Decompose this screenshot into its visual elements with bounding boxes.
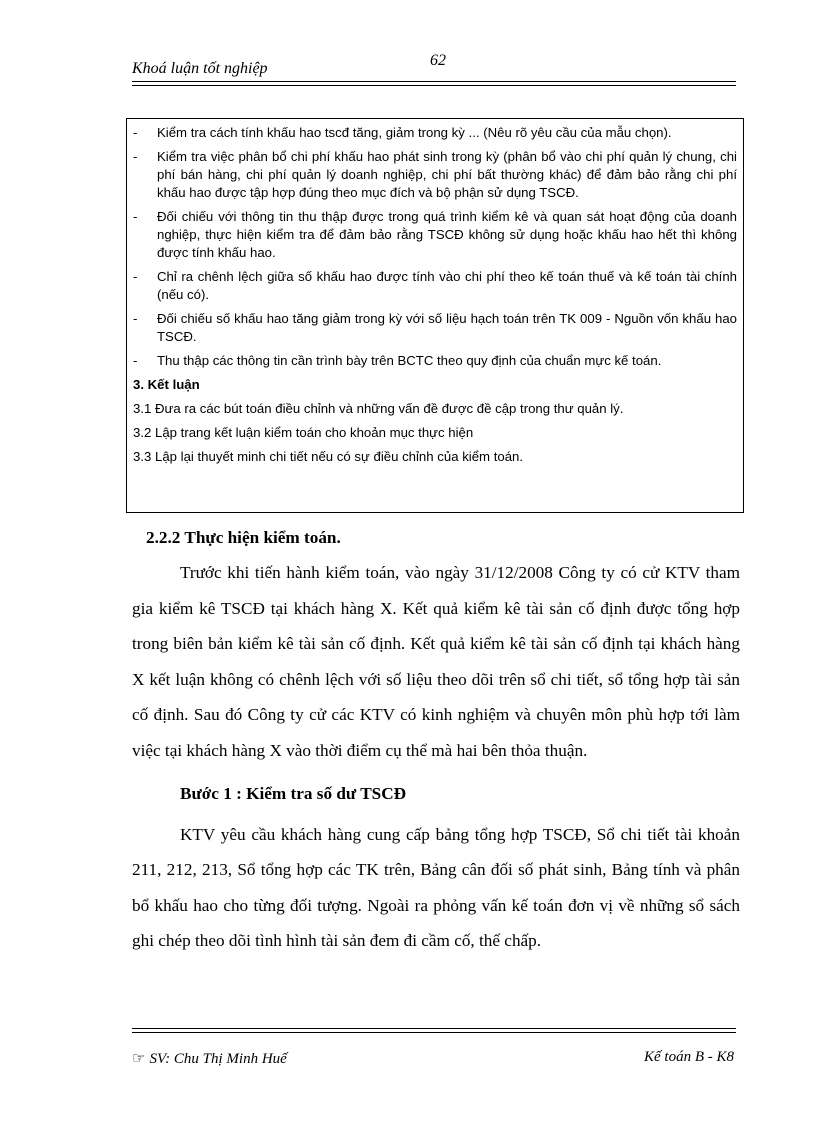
paragraph: Trước khi tiến hành kiểm toán, vào ngày 31/12/2008 Công ty có cử KTV tham gia kiểm kê TSCĐ tại khách hàng X. Kết quả kiểm kê tài sản cố định được tổng hợp trong biên bản kiểm kê tài sản cố định. Kết quả kiểm kê tài sản cố định tại khách hàng X kết luận không có chênh lệch với số liệu theo dõi trên sổ chi tiết, sổ tổng hợp tài sản cố định. Sau đó Công ty cử các KTV có kinh nghiệm và chuyên môn phù hợp tới làm việc tại khách hàng X vào thời điểm cụ thể mà hai bên thỏa thuận. [132,563,740,760]
list-item-text: Chỉ ra chênh lệch giữa số khấu hao được tính vào chi phí theo kế toán thuế và kế toán tài chính (nếu có). [157,269,737,302]
dash-bullet: - [133,353,138,368]
header-rule [132,81,736,82]
thesis-title: Khoá luận tốt nghiệp [132,60,268,77]
list-item-text: Kiểm tra việc phân bổ chi phí khấu hao phát sinh trong kỳ (phân bổ vào chi phí quản lý chung, chi phí bán hàng, chi phí quản lý doanh nghiệp, chi phí bất thường khác) để đảm bảo rằng chi phí khấu hao được tập hợp đúng theo mục đích và bộ phận sử dụng TSCĐ. [157,149,737,200]
step-heading: Bước 1 : Kiểm tra số dư TSCĐ [180,783,407,803]
dash-bullet: - [133,311,138,326]
student-name [132,1049,287,1068]
list-item-text: Kiểm tra cách tính khấu hao tscđ tăng, giảm trong kỳ ... (Nêu rõ yêu cầu của mẫu chọn). [157,125,672,140]
list-item [133,148,737,202]
list-item [133,124,737,142]
footer-rule-thin [132,1032,736,1033]
dash-bullet: - [133,269,138,284]
procedure-list [133,124,737,472]
conclusion-heading: 3. Kết luận [133,377,200,392]
pointing-hand-icon: ☞ [132,1051,146,1067]
conclusion-item: 3.2 Lập trang kết luận kiểm toán cho khoản mục thực hiện [133,425,474,440]
conclusion-item: 3.1 Đưa ra các bút toán điều chỉnh và những vấn đề được đề cập trong thư quản lý. [133,401,624,416]
section-heading: 2.2.2 Thực hiện kiểm toán. [146,528,341,547]
procedure-box [126,118,744,513]
conclusion-item: 3.3 Lập lại thuyết minh chi tiết nếu có sự điều chỉnh của kiểm toán. [133,449,524,464]
dash-bullet: - [133,125,138,140]
list-item-text: Đối chiếu số khấu hao tăng giảm trong kỳ với số liệu hạch toán trên TK 009 - Nguồn vốn khấu hao TSCĐ. [157,311,737,344]
list-item [133,268,737,304]
paragraph: KTV yêu cầu khách hàng cung cấp bảng tổng hợp TSCĐ, Sổ chi tiết tài khoản 211, 212, 213, Sổ tổng hợp các TK trên, Bảng cân đối số phát sinh, Bảng tính và phân bổ khấu hao cho từng đối tượng. Ngoài ra phỏng vấn kế toán đơn vị về những sổ sách ghi chép theo dõi tình hình tài sản đem đi cầm cố, thế chấp. [132,824,740,951]
footer-rule [132,1028,736,1029]
page-header [132,50,736,82]
list-item [133,310,737,346]
class-name: Kế toán B - K8 [644,1049,734,1065]
page-footer [132,1028,736,1068]
student-name-text: SV: Chu Thị Minh Huế [149,1051,287,1067]
header-rule-thin [132,85,736,86]
dash-bullet: - [133,149,138,164]
main-content [132,520,740,959]
list-item [133,352,737,370]
dash-bullet: - [133,209,138,224]
list-item-text: Thu thập các thông tin cần trình bày trên BCTC theo quy định của chuẩn mực kế toán. [157,353,662,368]
list-item [133,208,737,262]
list-item-text: Đối chiếu với thông tin thu thập được trong quá trình kiểm kê và quan sát hoạt động của doanh nghiệp, thực hiện kiểm tra để đảm bảo rằng TSCĐ không sử dụng hoặc khấu hao hết thì không được tính khấu hao. [157,209,737,260]
page-number: 62 [430,52,446,69]
